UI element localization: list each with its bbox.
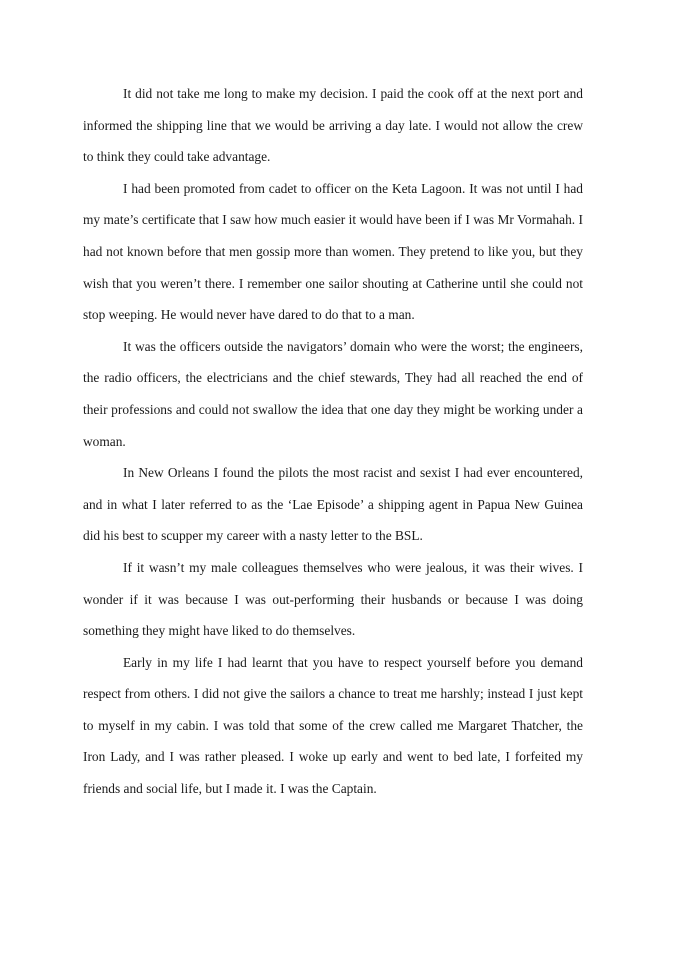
paragraph-4: In New Orleans I found the pilots the most racist and sexist I had ever encountered, and in what I later referred to as the ‘Lae Episode’ a shipping agent in Papua New Guinea did his best to scupper my career with a nasty letter to the BSL.	[83, 465, 583, 544]
paragraph-6: Early in my life I had learnt that you have to respect yourself before you demand respect from others. I did not give the sailors a chance to treat me harshly; instead I just kept to myself in my cabin. I was told that some of the crew called me Margaret Thatcher, the Iron Lady, and I was rather pleased. I woke up early and went to bed late, I forfeited my friends and social life, but I made it. I was the Captain.	[83, 654, 583, 797]
paragraph-1: It did not take me long to make my decision. I paid the cook off at the next port and informed the shipping line that we would be arriving a day late. I would not allow the crew to think they could take advantage.	[83, 86, 583, 165]
paragraph-5: If it wasn’t my male colleagues themselves who were jealous, it was their wives. I wonder if it was because I was out-performing their husbands or because I was doing something they might have liked to do themselves.	[83, 559, 583, 639]
text-body	[83, 78, 583, 805]
paragraph-2: I had been promoted from cadet to officer on the Keta Lagoon. It was not until I had my mate’s certificate that I saw how much easier it would have been if I was Mr Vormahah. I had not known before that men gossip more than women. They pretend to like you, but they wish that you weren’t there. I remember one sailor shouting at Catherine until she could not stop weeping. He would never have dared to do that to a man.	[83, 180, 583, 323]
paragraph-3: It was the officers outside the navigators’ domain who were the worst; the engineers, the radio officers, the electricians and the chief stewards, They had all reached the end of their professions and could not swallow the idea that one day they might be working under a woman.	[83, 338, 583, 449]
